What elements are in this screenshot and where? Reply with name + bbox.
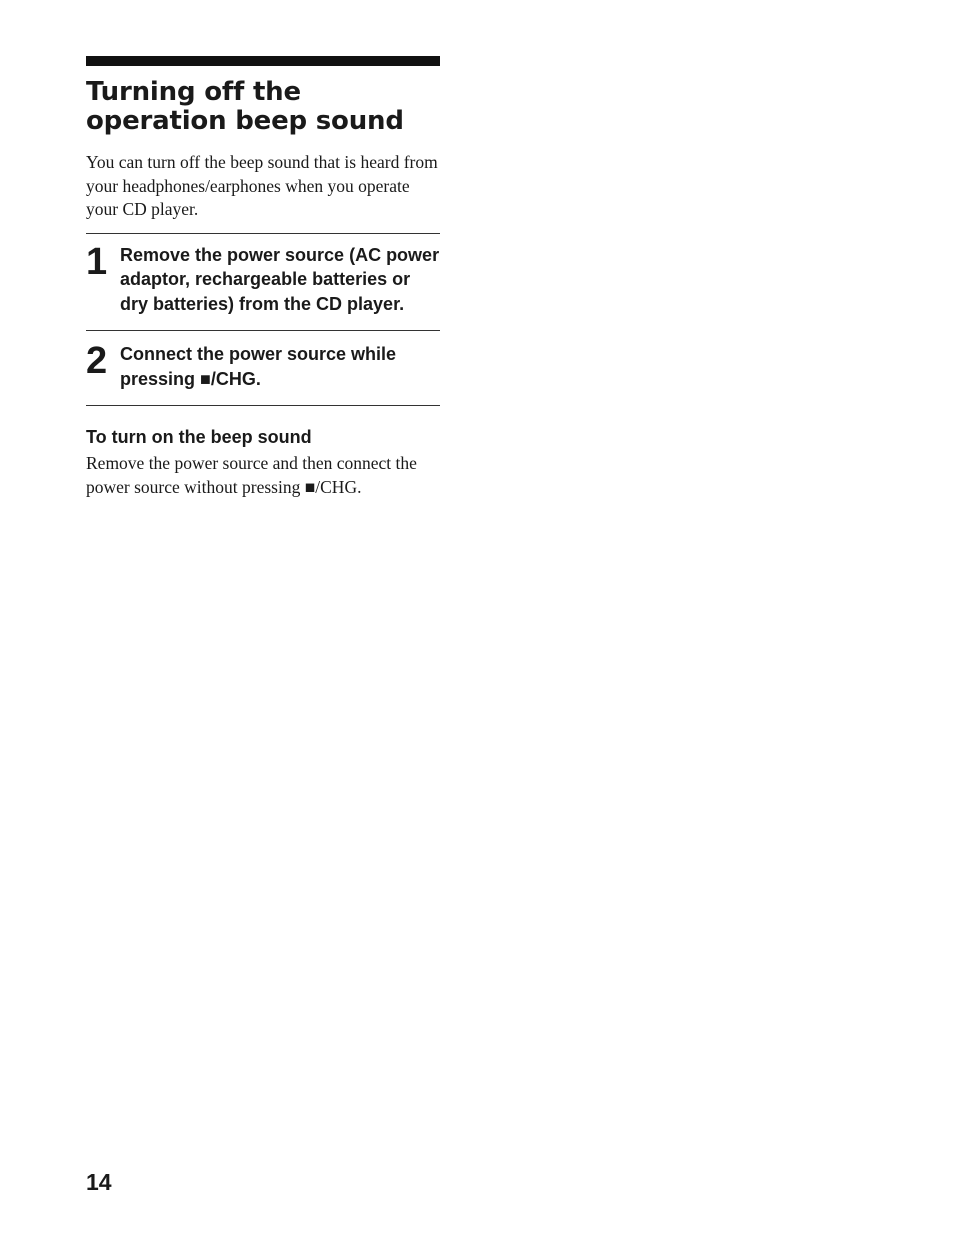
beep-on-body: Remove the power source and then connect the power source without pressing ■/CHG. [86,453,417,497]
step-1-number: 1 [86,240,106,283]
step-1 [86,240,440,317]
step-2-text: Connect the power source while pressing ■/CHG. [120,344,397,389]
step-1-text: Remove the power source (AC power adaptor, rechargeable batteries or dry batteries) from the CD player. [120,244,440,314]
section-title-line-1: Turning off the [86,77,301,107]
divider [86,330,440,331]
step-2 [86,342,440,391]
beep-on-heading: To turn on the beep sound [86,427,312,447]
divider [86,233,440,234]
section-header-bar [86,56,440,66]
page-number: 14 [86,1169,112,1195]
step-2-number: 2 [86,340,106,382]
divider [86,405,440,406]
intro-paragraph: You can turn off the beep sound that is heard from your headphones/earphones when you operate your CD player. [86,152,438,219]
section-title-line-2: operation beep sound [86,106,404,136]
content-column [86,56,440,499]
section-title [86,78,440,136]
